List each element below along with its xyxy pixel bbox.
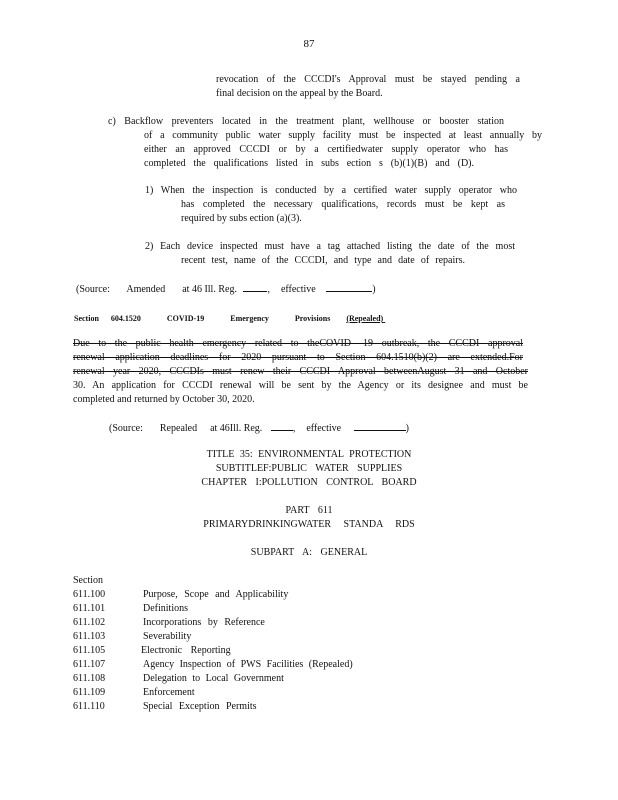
source-prefix: (Source: bbox=[109, 423, 143, 434]
source-reg: at 46Ill. Reg. bbox=[210, 423, 263, 434]
toc-title: Electronic Reporting bbox=[141, 645, 231, 656]
text-line: completed the qualifications listed in subs ection s (b)(1)(B) and (D). bbox=[144, 158, 474, 169]
subsection-c bbox=[108, 115, 542, 171]
text-line: of a community public water supply facility must be inspected at least annually by bbox=[144, 130, 542, 141]
section-status: (Repealed) bbox=[346, 314, 384, 323]
text-line: revocation of the CCCDI's Approval must be stayed pending a bbox=[216, 74, 520, 85]
text-line: recent test, name of the CCCDI, and type and date of repairs. bbox=[181, 255, 465, 266]
blank-effective-date bbox=[354, 421, 406, 431]
toc-row bbox=[73, 588, 288, 602]
renewal-paragraph bbox=[73, 379, 528, 407]
item-2-paragraph bbox=[145, 240, 520, 268]
toc-row bbox=[73, 700, 257, 714]
section-label: Section bbox=[74, 314, 99, 323]
toc-title: Purpose, Scope and Applicability bbox=[143, 589, 289, 600]
source-effective: effective bbox=[306, 423, 342, 434]
source-action: Repealed bbox=[159, 423, 198, 434]
toc-row bbox=[73, 644, 231, 658]
page-number: 87 bbox=[303, 38, 315, 50]
part-title: PRIMARYDRINKINGWATER STANDA RDS bbox=[203, 519, 415, 530]
toc-title: Delegation to Local Government bbox=[143, 673, 284, 684]
close-paren: ) bbox=[405, 423, 409, 434]
toc-row bbox=[73, 616, 265, 630]
toc-title: Enforcement bbox=[143, 687, 195, 698]
toc-number: 611.101 bbox=[73, 603, 106, 614]
toc-title: Agency Inspection of PWS Facilities (Repealed) bbox=[143, 659, 353, 670]
toc-row bbox=[73, 672, 284, 686]
item-1-paragraph bbox=[145, 184, 520, 226]
text-line: 30. An application for CCCDI renewal will be sent by the Agency or its designee and must be bbox=[73, 380, 528, 391]
text-line: required by subs ection (a)(3). bbox=[181, 213, 302, 224]
source-note-amended bbox=[76, 282, 376, 297]
subpart-heading: SUBPART A: GENERAL bbox=[250, 547, 368, 558]
chapter-line: CHAPTER I:POLLUTION CONTROL BOARD bbox=[201, 477, 417, 488]
blank-reg-page bbox=[243, 282, 267, 292]
toc-number: 611.107 bbox=[73, 659, 106, 670]
toc-row bbox=[73, 602, 188, 616]
toc-number: 611.109 bbox=[73, 687, 106, 698]
section-title-3: Provisions bbox=[294, 314, 331, 323]
source-reg: at 46 Ill. Reg. bbox=[182, 284, 237, 295]
section-number: 604.1520 bbox=[110, 314, 141, 323]
toc-header: Section bbox=[73, 575, 103, 586]
struck-line: Due to the public health emergency related to theCOVID- 19 outbreak, the CCCDI approval bbox=[73, 338, 523, 349]
section-title-1: COVID-19 bbox=[166, 314, 205, 323]
comma: , bbox=[267, 284, 270, 295]
section-heading bbox=[74, 312, 409, 326]
text-line: 2) Each device inspected must have a tag attached listing the date of the most bbox=[145, 241, 515, 252]
toc-number: 611.105 bbox=[73, 645, 106, 656]
toc-row bbox=[73, 686, 195, 700]
struck-line: renewal year 2020, CCCDIs must renew their CCCDI Approval betweenAugust 31 and October bbox=[73, 366, 528, 377]
section-title-2: Emergency bbox=[230, 314, 269, 323]
toc-number: 611.103 bbox=[73, 631, 106, 642]
part-number: PART 611 bbox=[285, 505, 333, 516]
toc-row bbox=[73, 658, 353, 672]
blank-reg-page bbox=[271, 421, 293, 431]
text-line: has completed the necessary qualifications, records must be kept as bbox=[181, 199, 505, 210]
source-note-repealed bbox=[109, 421, 409, 436]
comma: , bbox=[292, 423, 296, 434]
text-line: final decision on the appeal by the Board. bbox=[216, 88, 383, 99]
toc-number: 611.110 bbox=[73, 701, 105, 712]
toc-row bbox=[73, 630, 191, 644]
revocation-paragraph bbox=[216, 73, 520, 101]
source-prefix: (Source: bbox=[76, 284, 110, 295]
toc-number: 611.102 bbox=[73, 617, 106, 628]
source-effective: effective bbox=[280, 284, 316, 295]
toc-title: Definitions bbox=[143, 603, 188, 614]
struck-line: renewal application deadlines for 2020 pursuant to Section 604.1510(b)(2) are extended.For bbox=[73, 352, 523, 363]
text-line: 1) When the inspection is conducted by a certified water supply operator who bbox=[145, 185, 517, 196]
text-line: either an approved CCCDI or by a certifiedwater supply operator who has bbox=[144, 144, 508, 155]
source-action: Amended bbox=[126, 284, 166, 295]
struck-paragraph bbox=[73, 337, 528, 379]
blank-effective-date bbox=[326, 282, 372, 292]
toc-title: Special Exception Permits bbox=[143, 701, 257, 712]
subtitle-line: SUBTITLEF:PUBLIC WATER SUPPLIES bbox=[215, 463, 403, 474]
toc-title: Incorporations by Reference bbox=[143, 617, 265, 628]
text-line: completed and returned by October 30, 2020. bbox=[73, 394, 255, 405]
toc-number: 611.100 bbox=[73, 589, 106, 600]
toc-title: Severability bbox=[143, 631, 192, 642]
title-line: TITLE 35: ENVIRONMENTAL PROTECTION bbox=[206, 449, 412, 460]
toc-number: 611.108 bbox=[73, 673, 106, 684]
close-paren: ) bbox=[372, 284, 376, 295]
text-line: c) Backflow preventers located in the treatment plant, wellhouse or booster station bbox=[108, 116, 504, 127]
